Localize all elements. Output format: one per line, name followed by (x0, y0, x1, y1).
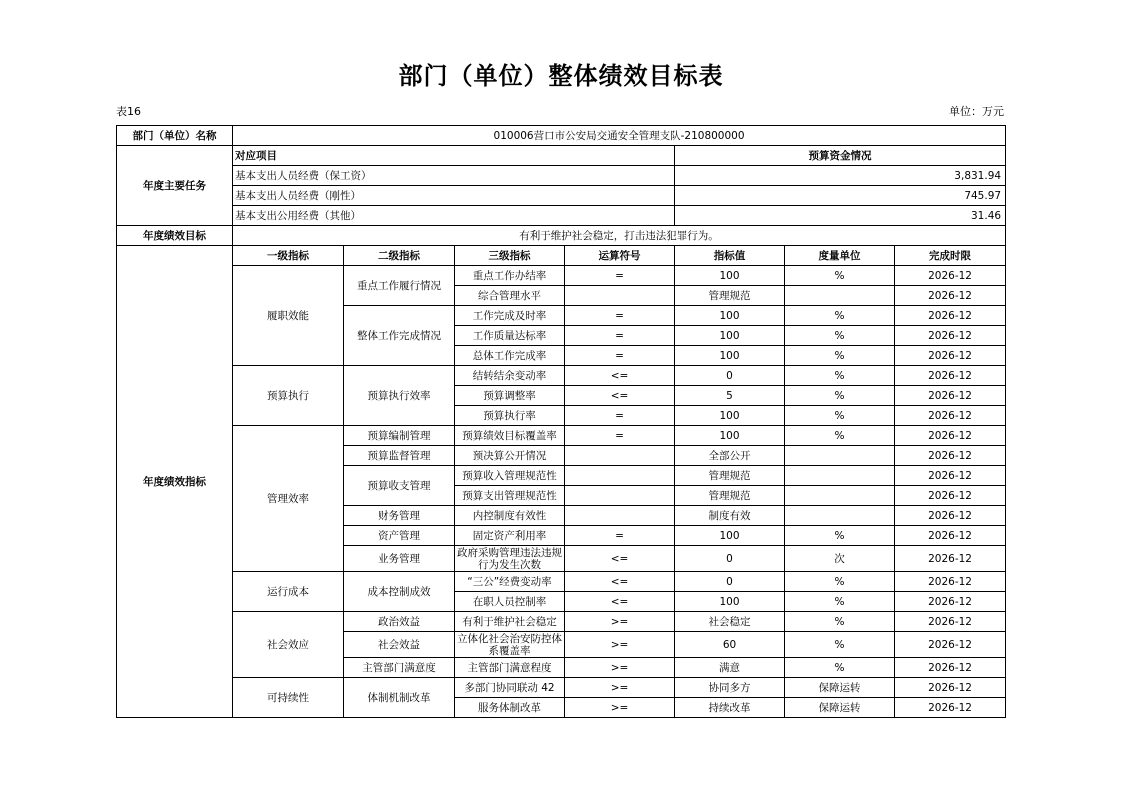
header-l2: 二级指标 (344, 246, 455, 266)
indicator-operator: = (565, 426, 675, 446)
indicator-operator (565, 286, 675, 306)
indicator-value: 100 (675, 426, 785, 446)
indicator-unit: % (785, 326, 895, 346)
indicator-l3: 工作质量达标率 (455, 326, 565, 346)
task-budget: 3,831.94 (675, 166, 1006, 186)
indicator-row (117, 426, 1006, 446)
indicator-value: 100 (675, 266, 785, 286)
indicator-l3: 重点工作办结率 (455, 266, 565, 286)
indicator-operator: >= (565, 612, 675, 632)
header-operator: 运算符号 (565, 246, 675, 266)
indicator-operator: <= (565, 546, 675, 572)
header-l3: 三级指标 (455, 246, 565, 266)
indicator-l2: 社会效益 (344, 632, 455, 658)
indicator-l3: 工作完成及时率 (455, 306, 565, 326)
indicator-l2: 政治效益 (344, 612, 455, 632)
col-budget: 预算资金情况 (675, 146, 1006, 166)
indicator-value: 100 (675, 406, 785, 426)
indicator-operator: <= (565, 592, 675, 612)
indicator-operator (565, 466, 675, 486)
goal-label: 年度绩效目标 (117, 226, 233, 246)
task-row (117, 186, 1006, 206)
indicator-value: 管理规范 (675, 286, 785, 306)
indicator-operator: = (565, 346, 675, 366)
indicator-deadline: 2026-12 (895, 366, 1006, 386)
indicator-unit (785, 286, 895, 306)
tasks-label: 年度主要任务 (117, 146, 233, 226)
indicator-deadline: 2026-12 (895, 572, 1006, 592)
task-row (117, 166, 1006, 186)
indicator-l1: 履职效能 (233, 266, 344, 366)
indicator-row (117, 572, 1006, 592)
indicator-operator: = (565, 406, 675, 426)
header-deadline: 完成时限 (895, 246, 1006, 266)
indicator-unit: % (785, 426, 895, 446)
indicator-value: 5 (675, 386, 785, 406)
indicator-l3: 立体化社会治安防控体系覆盖率 (455, 632, 565, 658)
indicator-l3: 固定资产利用率 (455, 526, 565, 546)
indicator-unit: 次 (785, 546, 895, 572)
indicator-unit: % (785, 572, 895, 592)
indicator-unit: 保障运转 (785, 698, 895, 718)
indicator-operator: >= (565, 632, 675, 658)
indicator-l2: 预算编制管理 (344, 426, 455, 446)
indicator-value: 0 (675, 546, 785, 572)
indicator-l3: 服务体制改革 (455, 698, 565, 718)
indicator-l3: 预算执行率 (455, 406, 565, 426)
indicator-unit: % (785, 266, 895, 286)
indicator-value: 持续改革 (675, 698, 785, 718)
indicator-row (117, 612, 1006, 632)
indicator-l2: 财务管理 (344, 506, 455, 526)
indicator-value: 0 (675, 572, 785, 592)
indicator-unit: % (785, 632, 895, 658)
header-value: 指标值 (675, 246, 785, 266)
indicators-label: 年度绩效指标 (117, 246, 233, 718)
indicator-operator: <= (565, 572, 675, 592)
indicator-unit: % (785, 366, 895, 386)
indicator-l2: 重点工作履行情况 (344, 266, 455, 306)
indicator-deadline: 2026-12 (895, 266, 1006, 286)
col-project: 对应项目 (233, 146, 675, 166)
indicator-value: 满意 (675, 658, 785, 678)
table-number: 表16 (116, 105, 141, 118)
indicator-deadline: 2026-12 (895, 486, 1006, 506)
indicator-operator: = (565, 526, 675, 546)
indicator-unit (785, 506, 895, 526)
indicator-deadline: 2026-12 (895, 612, 1006, 632)
indicator-operator: <= (565, 386, 675, 406)
indicator-l3: 内控制度有效性 (455, 506, 565, 526)
performance-table (116, 125, 1006, 718)
indicator-value: 社会稳定 (675, 612, 785, 632)
indicator-l2: 主管部门满意度 (344, 658, 455, 678)
indicator-operator (565, 486, 675, 506)
task-budget: 31.46 (675, 206, 1006, 226)
indicator-l3: 预决算公开情况 (455, 446, 565, 466)
indicator-unit: % (785, 612, 895, 632)
indicator-l3: 预算调整率 (455, 386, 565, 406)
indicator-deadline: 2026-12 (895, 406, 1006, 426)
header-l1: 一级指标 (233, 246, 344, 266)
indicator-l3: 多部门协同联动 42 (455, 678, 565, 698)
unit-label: 单位：万元 (949, 105, 1004, 118)
indicator-unit: % (785, 386, 895, 406)
indicator-deadline: 2026-12 (895, 698, 1006, 718)
indicator-l2: 成本控制成效 (344, 572, 455, 612)
indicator-unit (785, 486, 895, 506)
task-header-row (117, 146, 1006, 166)
task-project: 基本支出公用经费（其他） (233, 206, 675, 226)
task-budget: 745.97 (675, 186, 1006, 206)
indicator-l3: 预算绩效目标覆盖率 (455, 426, 565, 446)
indicator-l1: 运行成本 (233, 572, 344, 612)
indicator-deadline: 2026-12 (895, 678, 1006, 698)
indicator-l2: 业务管理 (344, 546, 455, 572)
indicator-operator: >= (565, 678, 675, 698)
indicator-deadline: 2026-12 (895, 546, 1006, 572)
indicator-l2: 体制机制改革 (344, 678, 455, 718)
dept-row (117, 126, 1006, 146)
goal-row (117, 226, 1006, 246)
indicator-row (117, 266, 1006, 286)
indicator-l1: 管理效率 (233, 426, 344, 572)
indicator-value: 100 (675, 592, 785, 612)
indicator-value: 100 (675, 526, 785, 546)
indicator-l3: 结转结余变动率 (455, 366, 565, 386)
indicator-operator: >= (565, 658, 675, 678)
goal-value: 有利于维护社会稳定，打击违法犯罪行为。 (233, 226, 1006, 246)
task-project: 基本支出人员经费（保工资） (233, 166, 675, 186)
indicator-unit: 保障运转 (785, 678, 895, 698)
indicator-l3: “三公”经费变动率 (455, 572, 565, 592)
indicator-operator: <= (565, 366, 675, 386)
indicator-deadline: 2026-12 (895, 658, 1006, 678)
indicator-l2: 预算收支管理 (344, 466, 455, 506)
indicator-l3: 有利于维护社会稳定 (455, 612, 565, 632)
indicator-value: 0 (675, 366, 785, 386)
indicator-unit (785, 466, 895, 486)
indicator-value: 协同多方 (675, 678, 785, 698)
indicator-operator: = (565, 306, 675, 326)
indicator-value: 全部公开 (675, 446, 785, 466)
task-row (117, 206, 1006, 226)
task-project: 基本支出人员经费（刚性） (233, 186, 675, 206)
indicator-value: 60 (675, 632, 785, 658)
indicator-value: 100 (675, 306, 785, 326)
indicator-value: 制度有效 (675, 506, 785, 526)
indicator-deadline: 2026-12 (895, 386, 1006, 406)
indicator-unit: % (785, 526, 895, 546)
indicator-deadline: 2026-12 (895, 446, 1006, 466)
indicator-l3: 主管部门满意程度 (455, 658, 565, 678)
indicator-value: 100 (675, 346, 785, 366)
indicator-unit: % (785, 346, 895, 366)
table-body (117, 126, 1006, 718)
indicator-deadline: 2026-12 (895, 346, 1006, 366)
indicator-operator: = (565, 326, 675, 346)
indicator-operator (565, 506, 675, 526)
indicator-l2: 资产管理 (344, 526, 455, 546)
indicator-unit (785, 446, 895, 466)
indicator-l3: 在职人员控制率 (455, 592, 565, 612)
indicator-deadline: 2026-12 (895, 306, 1006, 326)
indicator-row (117, 678, 1006, 698)
indicator-deadline: 2026-12 (895, 592, 1006, 612)
page-title: 部门（单位）整体绩效目标表 (398, 62, 724, 90)
indicator-l2: 预算执行效率 (344, 366, 455, 426)
indicator-deadline: 2026-12 (895, 526, 1006, 546)
indicator-unit: % (785, 592, 895, 612)
indicator-unit: % (785, 306, 895, 326)
indicator-l3: 预算收入管理规范性 (455, 466, 565, 486)
indicator-deadline: 2026-12 (895, 506, 1006, 526)
indicator-l3: 政府采购管理违法违规行为发生次数 (455, 546, 565, 572)
indicator-value: 100 (675, 326, 785, 346)
indicator-l2: 整体工作完成情况 (344, 306, 455, 366)
indicator-operator (565, 446, 675, 466)
dept-value: 010006营口市公安局交通安全管理支队-210800000 (233, 126, 1006, 146)
indicator-l2: 预算监督管理 (344, 446, 455, 466)
dept-label: 部门（单位）名称 (117, 126, 233, 146)
indicator-operator: >= (565, 698, 675, 718)
indicator-l3: 总体工作完成率 (455, 346, 565, 366)
indicator-l1: 社会效应 (233, 612, 344, 678)
indicator-operator: = (565, 266, 675, 286)
indicator-header-row (117, 246, 1006, 266)
indicator-row (117, 366, 1006, 386)
indicator-deadline: 2026-12 (895, 326, 1006, 346)
indicator-l1: 预算执行 (233, 366, 344, 426)
indicator-value: 管理规范 (675, 466, 785, 486)
indicator-unit: % (785, 658, 895, 678)
indicator-unit: % (785, 406, 895, 426)
indicator-deadline: 2026-12 (895, 286, 1006, 306)
indicator-value: 管理规范 (675, 486, 785, 506)
indicator-deadline: 2026-12 (895, 466, 1006, 486)
indicator-deadline: 2026-12 (895, 426, 1006, 446)
indicator-deadline: 2026-12 (895, 632, 1006, 658)
indicator-l3: 预算支出管理规范性 (455, 486, 565, 506)
indicator-l1: 可持续性 (233, 678, 344, 718)
header-unit: 度量单位 (785, 246, 895, 266)
indicator-l3: 综合管理水平 (455, 286, 565, 306)
